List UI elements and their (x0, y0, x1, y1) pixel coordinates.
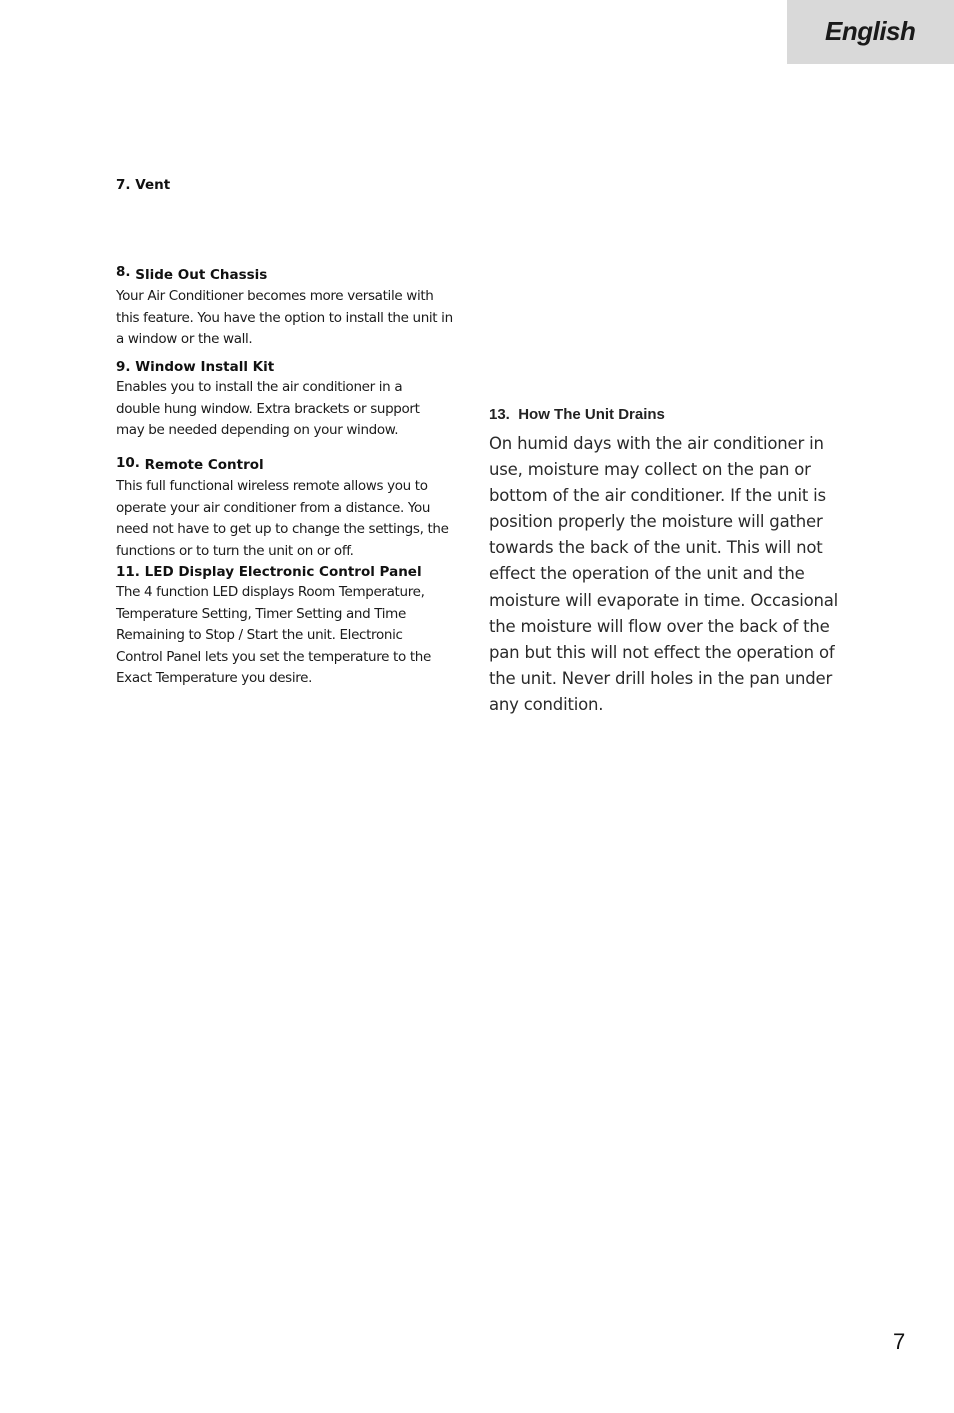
body-line: a window or the wall. (116, 331, 253, 347)
body-line: the unit. Never drill holes in the pan under (489, 668, 833, 688)
body-line: This full functional wireless remote allows you to (116, 478, 428, 494)
body-line: the moisture will flow over the back of the (489, 616, 830, 636)
body-line: any condition. (489, 694, 604, 714)
body-line: Your Air Conditioner becomes more versatile with (116, 288, 434, 304)
body-line: Control Panel lets you set the temperature to the (116, 648, 431, 665)
section-heading: 8. Slide Out Chassis (116, 264, 268, 283)
body-line: Remaining to Stop / Start the unit. Electronic (116, 627, 403, 643)
body-line: Exact Temperature you desire. (116, 670, 313, 686)
language-tab (787, 0, 954, 64)
language-tab-label: English (825, 16, 916, 46)
section-heading: 7. Vent (116, 177, 171, 193)
section-led-display (116, 564, 476, 690)
body-line: bottom of the air conditioner. If the unit is (489, 486, 826, 506)
body-line: may be needed depending on your window. (116, 422, 399, 438)
body-line: double hung window. Extra brackets or support (116, 400, 420, 417)
body-line: moisture will evaporate in time. Occasional (489, 590, 839, 610)
section-how-the-unit-drains (489, 406, 849, 718)
body-line: towards the back of the unit. This will not (489, 538, 823, 558)
section-vent (116, 177, 476, 193)
body-line: Temperature Setting, Timer Setting and Time (116, 605, 406, 622)
section-heading: 13. How The Unit Drains (489, 406, 665, 423)
section-heading: 11. LED Display Electronic Control Panel (116, 564, 422, 580)
body-line: need not have to get up to change the settings, the (116, 521, 449, 537)
section-window-install-kit (116, 359, 476, 442)
body-line: this feature. You have the option to install the unit in (116, 309, 453, 326)
body-line: effect the operation of the unit and the (489, 564, 805, 584)
body-line: Enables you to install the air conditioner in a (116, 379, 403, 395)
page-number: 7 (893, 1329, 906, 1354)
body-line: position properly the moisture will gather (489, 512, 823, 532)
body-line: On humid days with the air conditioner in (489, 434, 824, 453)
body-line: use, moisture may collect on the pan or (489, 460, 811, 480)
section-heading: 9. Window Install Kit (116, 359, 275, 375)
body-line: operate your air conditioner from a distance. You (116, 499, 431, 516)
section-slide-out-chassis (116, 264, 476, 351)
body-line: functions or to turn the unit on or off. (116, 542, 354, 559)
section-heading: 10. Remote Control (116, 455, 264, 473)
body-line: pan but this will not effect the operation of (489, 642, 835, 662)
section-remote-control (116, 455, 476, 562)
body-line: The 4 function LED displays Room Temperature, (116, 584, 425, 600)
